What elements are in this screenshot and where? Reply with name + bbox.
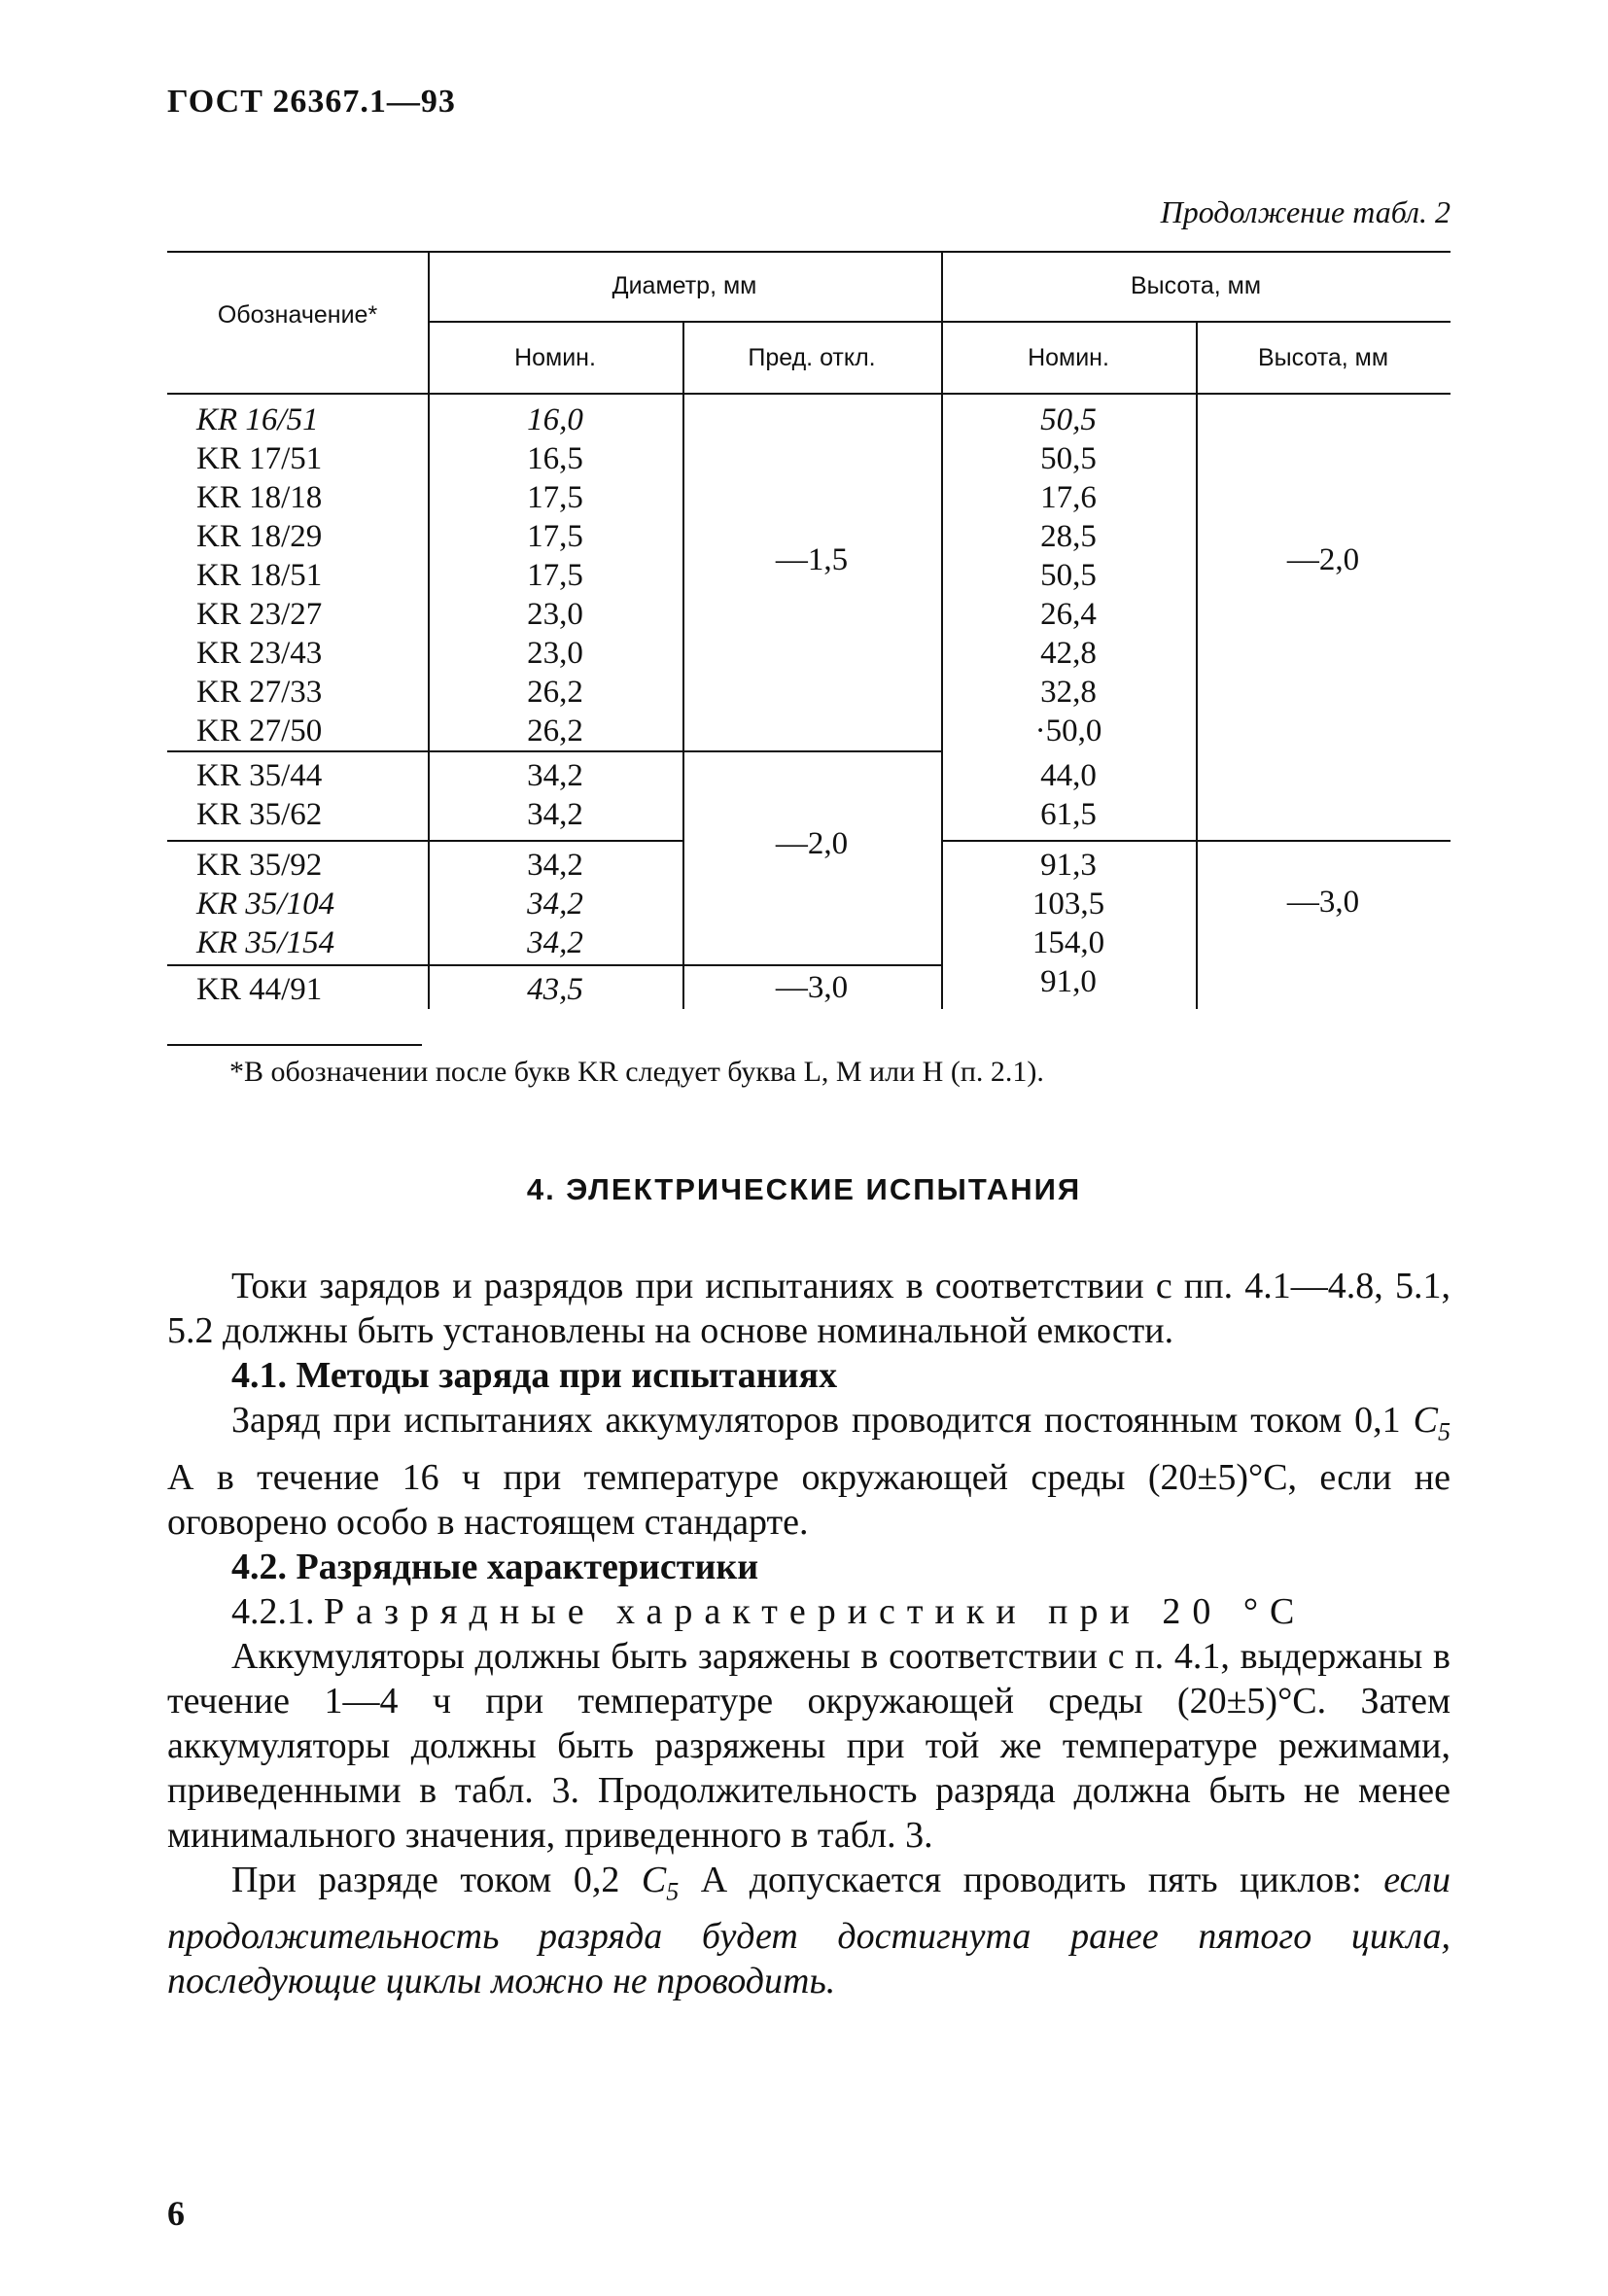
table-cell: 43,5 — [527, 972, 583, 1007]
height-column-group2 — [941, 756, 1196, 834]
height-column-group1 — [941, 400, 1196, 750]
table-cell: KR 44/91 — [196, 972, 323, 1007]
paragraph-charge: Заряд при испытаниях аккумуляторов проводится постоянным током 0,1 $C_5$ А в течение 16 ч при температуре окружающей среды (20±5)°С, если не оговорено особо в настоящем стандарте. — [167, 1400, 1451, 1543]
table-cell: 17,5 — [527, 480, 583, 515]
table-cell: 42,8 — [1040, 636, 1097, 671]
table-cell: KR 17/51 — [196, 441, 323, 476]
table-cell: 50,5 — [1040, 558, 1097, 593]
height-deviation-2: —3,0 — [1286, 885, 1360, 920]
table-cell: 103,5 — [1031, 887, 1105, 922]
table-cell: 17,6 — [1040, 480, 1097, 515]
table-cell: 16,0 — [527, 402, 583, 437]
diameter-column-group1 — [428, 400, 682, 750]
footnote-rule — [167, 1044, 422, 1046]
designation-column-group3 — [196, 846, 420, 962]
table-cell: 17,5 — [527, 558, 583, 593]
table-cell: 26,2 — [527, 675, 583, 710]
table-cell: 34,2 — [527, 887, 583, 922]
diameter-column-group3 — [428, 846, 682, 962]
document-header: ГОСТ 26367.1—93 — [167, 84, 456, 120]
table-cell: KR 23/43 — [196, 636, 323, 671]
header-deviation-diameter: Пред. откл. — [748, 344, 876, 371]
table-cell: 91,0 — [1040, 964, 1097, 999]
table-cell: KR 27/50 — [196, 713, 323, 748]
heading-4-2: 4.2. Разрядные характеристики — [231, 1546, 759, 1587]
designation-column-group1 — [196, 400, 420, 750]
header-designation: Обозначение* — [217, 301, 378, 329]
body-text — [167, 1264, 1451, 2003]
table-footnote: *В обозначении после букв KR следует буква L, M или H (п. 2.1). — [229, 1056, 1044, 1088]
header-height: Высота, мм — [1130, 272, 1262, 299]
table-cell: 61,5 — [1040, 797, 1097, 832]
heading-4-2-1: 4.2.1. Разрядные характеристики при 20 °С — [231, 1590, 1307, 1632]
table-cell: 50,5 — [1040, 441, 1097, 476]
table-cell: 91,3 — [1040, 848, 1097, 883]
designation-column-group2 — [196, 756, 420, 834]
diameter-column-group4 — [428, 970, 682, 1009]
table-cell: 23,0 — [527, 636, 583, 671]
diameter-column-group2 — [428, 756, 682, 834]
table-cell: KR 18/18 — [196, 480, 323, 515]
table-cell: 26,2 — [527, 713, 583, 748]
table-cell: 34,2 — [527, 797, 583, 832]
table-cell: 32,8 — [1040, 675, 1097, 710]
table-cell: KR 35/154 — [196, 925, 335, 960]
table-cell: 34,2 — [527, 925, 583, 960]
paragraph-discharge: Аккумуляторы должны быть заряжены в соответствии с п. 4.1, выдержаны в течение 1—4 ч при температуре окружающей среды (20±5)°С. Затем аккумуляторы должны быть разряжены при той же температуре режимами, приведенными в табл. 3. Продолжительность разряда должна быть не менее минимального значения, приведенного в табл. 3. — [167, 1635, 1451, 1856]
table-cell: 154,0 — [1031, 925, 1105, 960]
table-cell: KR 35/104 — [196, 887, 335, 922]
table-cell: 34,2 — [527, 758, 583, 793]
diameter-deviation-3: —3,0 — [775, 970, 849, 1005]
header-diameter: Диаметр, мм — [612, 272, 757, 299]
table-cell: 34,2 — [527, 848, 583, 883]
table-cell: ·50,0 — [1034, 713, 1102, 748]
table-cell: 50,5 — [1040, 402, 1097, 437]
table-cell: KR 35/44 — [196, 758, 323, 793]
table-cell: 26,4 — [1040, 597, 1097, 632]
diameter-deviation-1: —1,5 — [775, 542, 849, 577]
page-number: 6 — [167, 2194, 185, 2233]
table-cell: KR 18/29 — [196, 519, 323, 554]
table-cell: 28,5 — [1040, 519, 1097, 554]
dimensions-table — [167, 251, 1451, 1009]
section-title: 4. ЭЛЕКТРИЧЕСКИЕ ИСПЫТАНИЯ — [526, 1172, 1082, 1206]
height-deviation-1: —2,0 — [1286, 542, 1360, 577]
table-cell: 17,5 — [527, 519, 583, 554]
header-nominal-diameter: Номин. — [514, 344, 596, 371]
table-cell: KR 23/27 — [196, 597, 323, 632]
paragraph-cycles: При разряде током 0,2 $C_5$ А допускается проводить пять циклов: если продолжительность разряда будет достигнута ранее пятого цикла, последующие циклы можно не проводить. — [167, 1859, 1451, 2002]
diameter-deviation-2: —2,0 — [775, 826, 849, 861]
table-cell: KR 35/62 — [196, 797, 323, 832]
heading-4-1: 4.1. Методы заряда при испытаниях — [231, 1355, 838, 1396]
table-cell: KR 27/33 — [196, 675, 323, 710]
header-deviation-height: Высота, мм — [1257, 344, 1389, 371]
table-continuation-label: Продолжение табл. 2 — [1160, 194, 1451, 229]
table-cell: KR 16/51 — [196, 402, 319, 437]
table-cell: 44,0 — [1040, 758, 1097, 793]
height-column-group3 — [941, 846, 1196, 1001]
table-cell: 16,5 — [527, 441, 583, 476]
table-cell: KR 18/51 — [196, 558, 323, 593]
header-nominal-height: Номин. — [1028, 344, 1109, 371]
table-cell: 23,0 — [527, 597, 583, 632]
paragraph-currents: Токи зарядов и разрядов при испытаниях в соответствии с пп. 4.1—4.8, 5.1, 5.2 должны быть установлены на основе номинальной емкости. — [167, 1266, 1451, 1351]
designation-column-group4 — [196, 970, 420, 1009]
table-cell: KR 35/92 — [196, 848, 323, 883]
